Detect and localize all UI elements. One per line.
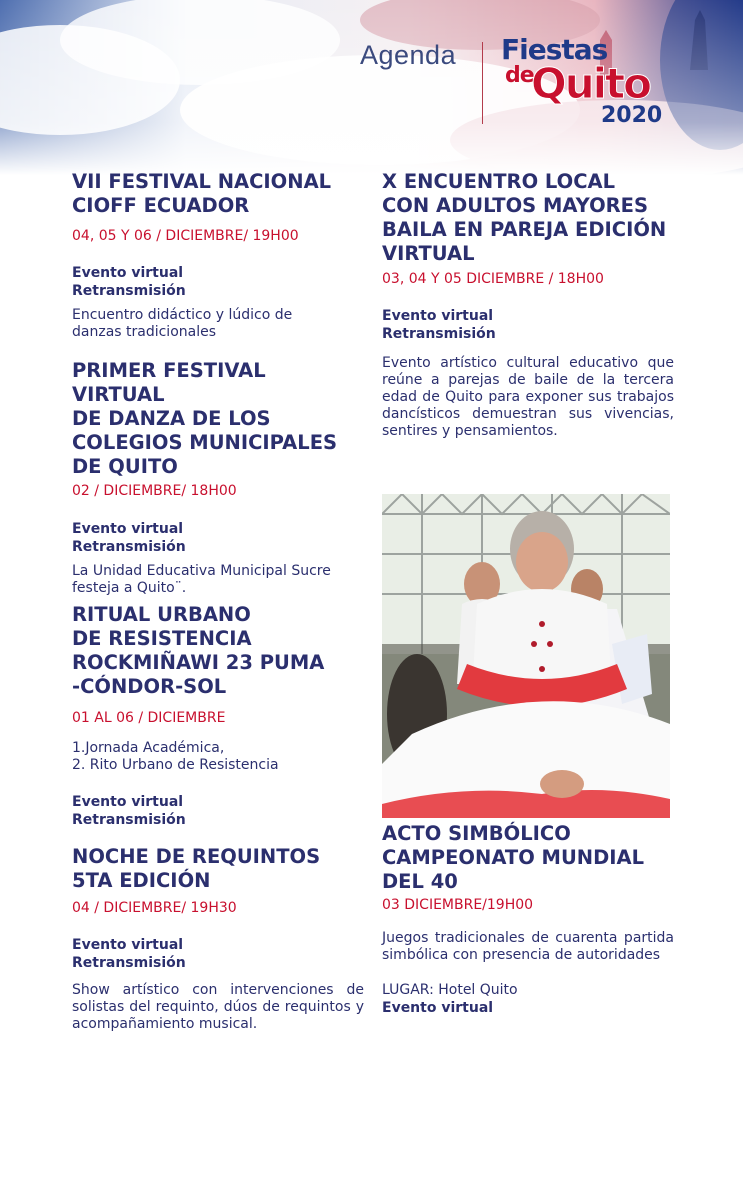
event-mode: Evento virtual	[72, 794, 184, 810]
event-date: 04 / DICIEMBRE/ 19H30	[72, 900, 237, 916]
event-title: X ENCUENTRO LOCAL CON ADULTOS MAYORES BAILA EN PAREJA EDICIÓN VIRTUAL	[382, 170, 667, 265]
event-title: VII FESTIVAL NACIONAL CIOFF ECUADOR	[72, 170, 332, 217]
event-acto-simbolico	[382, 822, 674, 1017]
right-column	[382, 170, 674, 440]
header-banner	[0, 0, 743, 175]
event-place: LUGAR: Hotel Quito	[382, 982, 518, 998]
fiestas-de-quito-logo	[497, 33, 687, 129]
event-date: 03, 04 Y 05 DICIEMBRE / 18H00	[382, 271, 604, 287]
event-date: 01 AL 06 / DICIEMBRE	[72, 710, 226, 726]
event-description: La Unidad Educativa Municipal Sucre festeja a Quito¨.	[72, 563, 331, 596]
logo-fiestas: Fiestas	[501, 33, 608, 66]
left-column	[72, 170, 364, 1033]
event-title: PRIMER FESTIVAL VIRTUAL DE DANZA DE LOS COLEGIOS MUNICIPALES DE QUITO	[72, 359, 338, 478]
event-title: ACTO SIMBÓLICO CAMPEONATO MUNDIAL DEL 40	[382, 822, 645, 893]
dancer-photo-image	[382, 494, 670, 818]
event-broadcast: Retransmisión	[72, 283, 186, 299]
event-description: Encuentro didáctico y lúdico de danzas tradicionales	[72, 307, 293, 340]
event-description: Juegos tradicionales de cuarenta partida simbólica con presencia de autoridades	[382, 930, 674, 963]
event-cioff	[72, 170, 364, 341]
event-mode: Evento virtual	[382, 308, 494, 324]
event-mode: Evento virtual	[72, 521, 184, 537]
event-festival-virtual-danza	[72, 359, 364, 597]
event-description: 1.Jornada Académica, 2. Rito Urbano de Resistencia	[72, 740, 279, 773]
event-description: Show artístico con intervenciones de solistas del requinto, dúos de requintos y acompañamiento musical.	[72, 982, 364, 1032]
event-description: Evento artístico cultural educativo que reúne a parejas de baile de la tercera edad de Quito para exponer sus trabajos dancísticos demuestran sus vivencias, sentires y pensamientos.	[382, 355, 674, 439]
event-ritual-urbano	[72, 603, 364, 829]
event-encuentro-adultos-mayores	[382, 170, 674, 440]
header-divider	[482, 42, 483, 124]
event-broadcast: Retransmisión	[72, 539, 186, 555]
logo-quito: Quito	[531, 59, 650, 108]
event-mode: Evento virtual	[72, 265, 184, 281]
event-mode: Evento virtual	[72, 937, 184, 953]
event-title: RITUAL URBANO DE RESISTENCIA ROCKMIÑAWI 23 PUMA -CÓNDOR-SOL	[72, 603, 325, 698]
dancer-photo	[382, 494, 670, 818]
logo-year: 2020	[601, 103, 663, 128]
agenda-label: Agenda	[360, 40, 457, 70]
event-date: 03 DICIEMBRE/19H00	[382, 897, 534, 913]
event-title: NOCHE DE REQUINTOS 5TA EDICIÓN	[72, 845, 321, 892]
event-mode: Evento virtual	[382, 1000, 494, 1016]
logo-de: de	[505, 63, 534, 88]
event-date: 02 / DICIEMBRE/ 18H00	[72, 483, 237, 499]
event-broadcast: Retransmisión	[72, 955, 186, 971]
event-date: 04, 05 Y 06 / DICIEMBRE/ 19H00	[72, 228, 299, 244]
event-broadcast: Retransmisión	[382, 326, 496, 342]
event-noche-de-requintos	[72, 845, 364, 1033]
event-broadcast: Retransmisión	[72, 812, 186, 828]
